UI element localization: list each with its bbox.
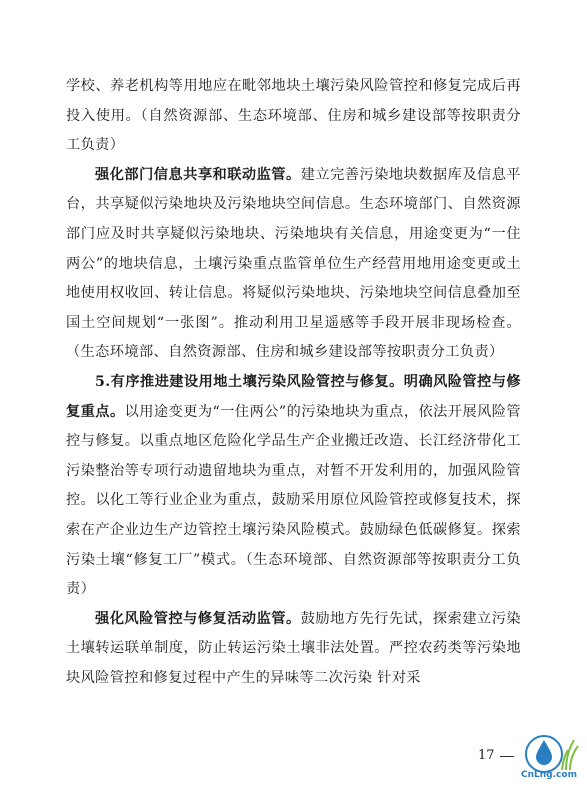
document-body [66,72,521,693]
paragraph-3 [66,368,521,605]
paragraph-4-text: 鼓励地方先行先试，探索建立污染土壤转运联单制度，防止转运污染土壤非法处置。严控农药类等污染地块风险管控和修复过程中产生的异味等二次污染 针对采 [66,610,521,686]
site-logo [516,730,582,790]
paragraph-3-bold: 5.有序推进建设用地土壤污染风险管控与修复。明确风险管控与修复重点。 [66,373,521,420]
paragraph-2-bold: 强化部门信息共享和联动监管。 [95,166,301,183]
water-drop-logo-icon [516,730,582,774]
paragraph-2 [66,161,521,368]
logo-text: CnLng.com [521,770,577,780]
paragraph-4 [66,605,521,694]
paragraph-1-text: 学校、养老机构等用地应在毗邻地块土壤污染风险管控和修复完成后再投入使用。（自然资源部、生态环境部、住房和城乡建设部等按职责分工负责） [66,78,521,154]
page-number-dash [500,756,514,757]
paragraph-4-bold: 强化风险管控与修复活动监管。 [95,610,301,627]
paragraph-3-text: 以用途变更为“一住两公”的污染地块为重点，依法开展风险管控与修复。以重点地区危险化学品生产企业搬迁改造、长江经济带化工污染整治等专项行动遗留地块为重点，对暂不开发利用的，加强风险管控。以化工等行业企业为重点，鼓励采用原位风险管控或修复技术，探索在产企业边生产边管控土壤污染风险模式。鼓励绿色低碳修复。探索污染土壤“修复工厂”模式。（生态环境部、自然资源部等按职责分工负责） [66,403,521,598]
paragraph-2-text: 建立完善污染地块数据库及信息平台，共享疑似污染地块及污染地块空间信息。生态环境部门、自然资源部门应及时共享疑似污染地块、污染地块有关信息，用途变更为“一住两公”的地块信息，土壤污染重点监管单位生产经营用地用途变更或土地使用权收回、转让信息。将疑似污染地块、污染地块空间信息叠加至国土空间规划“一张图”。推动利用卫星遥感等手段开展非现场检查。（生态环境部、自然资源部、住房和城乡建设部等按职责分工负责） [66,166,521,361]
page-number: 17 [478,748,495,763]
paragraph-1 [66,72,521,161]
